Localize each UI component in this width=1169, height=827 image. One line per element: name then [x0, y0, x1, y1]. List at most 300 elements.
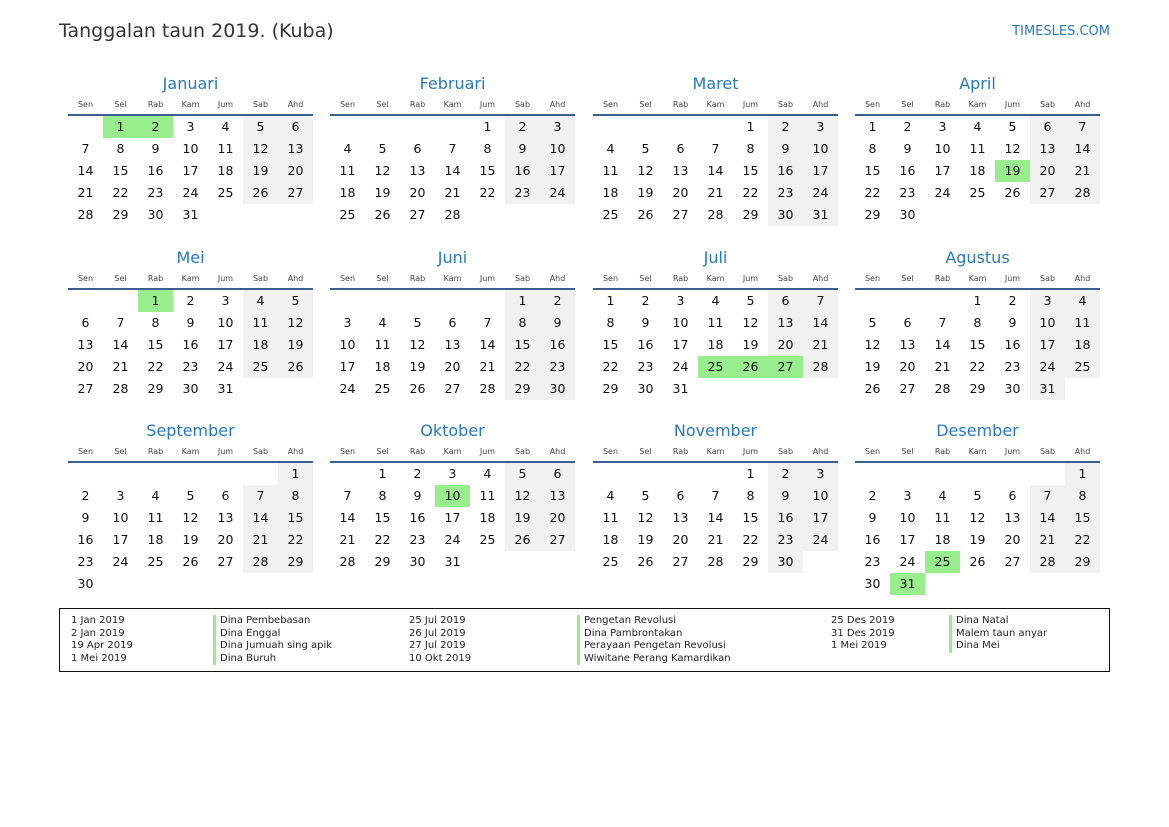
weekday-label: Jum	[1004, 100, 1021, 109]
weekday-label: Jum	[217, 447, 234, 456]
empty-cell	[855, 290, 890, 312]
day-cell: 6	[676, 141, 685, 156]
empty-cell	[925, 573, 960, 595]
day-grid	[330, 290, 575, 400]
weekday-label: Rab	[934, 274, 951, 283]
day-cell: 11	[217, 141, 234, 156]
day-cell: 29	[1065, 551, 1100, 573]
day-cell: 13	[278, 138, 313, 160]
day-cell: 18	[243, 334, 278, 356]
day-cell: 10	[899, 510, 916, 525]
empty-cell	[365, 116, 400, 138]
day-cell: 21	[1030, 529, 1065, 551]
empty-cell	[208, 204, 243, 226]
empty-cell	[890, 463, 925, 485]
day-cell: 25	[374, 381, 391, 396]
day-cell: 27	[672, 554, 689, 569]
weekday-label: Kam	[443, 100, 462, 109]
day-cell: 8	[868, 141, 877, 156]
empty-cell	[925, 463, 960, 485]
day-cell: 5	[973, 488, 982, 503]
day-cell: 24	[444, 532, 461, 547]
empty-cell	[698, 463, 733, 485]
legend-dates-3	[831, 615, 895, 653]
day-cell: 26	[864, 381, 881, 396]
empty-cell	[365, 290, 400, 312]
weekday-label: Sel	[114, 447, 127, 456]
empty-cell	[435, 116, 470, 138]
day-cell: 21	[479, 359, 496, 374]
day-cell: 3	[116, 488, 125, 503]
weekday-label: Rab	[409, 274, 426, 283]
day-cell: 18	[707, 337, 724, 352]
day-cell: 11	[969, 141, 986, 156]
day-cell: 22	[602, 359, 619, 374]
day-cell: 6	[676, 488, 685, 503]
day-cell: 24	[182, 185, 199, 200]
day-cell: 28	[934, 381, 951, 396]
day-cell: 29	[112, 207, 129, 222]
empty-cell	[925, 204, 960, 226]
weekday-label: Sab	[1039, 447, 1056, 456]
day-cell: 15	[742, 510, 759, 525]
day-cell: 12	[1004, 141, 1021, 156]
day-cell: 7	[116, 315, 125, 330]
day-cell: 25	[217, 185, 234, 200]
weekday-label: Sen	[602, 274, 619, 283]
day-cell: 5	[641, 141, 650, 156]
day-cell: 17	[803, 160, 838, 182]
empty-cell	[593, 116, 628, 138]
day-cell: 31	[217, 381, 234, 396]
day-cell: 20	[77, 359, 94, 374]
day-cell: 20	[409, 185, 426, 200]
day-cell: 29	[742, 554, 759, 569]
day-cell: 7	[243, 485, 278, 507]
day-cell: 1	[378, 466, 387, 481]
day-cell: 1	[138, 290, 173, 312]
empty-cell	[103, 290, 138, 312]
weekday-label: Sel	[901, 100, 914, 109]
day-cell: 17	[934, 163, 951, 178]
day-cell: 10	[339, 337, 356, 352]
day-cell: 5	[1008, 119, 1017, 134]
day-cell: 14	[1065, 138, 1100, 160]
day-cell: 22	[505, 356, 540, 378]
weekday-label: Kam	[706, 447, 725, 456]
day-cell: 11	[243, 312, 278, 334]
day-cell: 15	[278, 507, 313, 529]
weekday-label: Sab	[1039, 100, 1056, 109]
day-cell: 12	[374, 163, 391, 178]
day-cell: 19	[409, 359, 426, 374]
day-cell: 29	[742, 207, 759, 222]
weekday-label: Kam	[443, 274, 462, 283]
weekday-label: Sel	[114, 274, 127, 283]
legend-name: Dina Pambrontakan	[584, 627, 683, 639]
weekday-label: Sen	[77, 100, 94, 109]
month-7	[593, 246, 838, 400]
empty-cell	[138, 573, 173, 595]
day-cell: 16	[77, 532, 94, 547]
day-cell: 6	[1008, 488, 1017, 503]
day-cell: 9	[413, 488, 422, 503]
day-cell: 15	[112, 163, 129, 178]
empty-cell	[733, 378, 768, 400]
day-cell: 6	[278, 116, 313, 138]
day-cell: 21	[707, 185, 724, 200]
day-cell: 31	[803, 204, 838, 226]
day-cell: 15	[1065, 507, 1100, 529]
day-cell: 1	[973, 293, 982, 308]
day-cell: 4	[973, 119, 982, 134]
weekday-label: Sab	[252, 100, 269, 109]
day-cell: 16	[505, 160, 540, 182]
day-cell: 8	[278, 485, 313, 507]
weekday-header	[68, 96, 313, 116]
weekday-label: Jum	[479, 447, 496, 456]
day-cell: 13	[77, 337, 94, 352]
day-cell: 11	[934, 510, 951, 525]
day-cell: 4	[378, 315, 387, 330]
legend-name: Pengetan Revolusi	[584, 615, 677, 626]
day-cell: 31	[672, 381, 689, 396]
weekday-label: Sel	[376, 447, 389, 456]
weekday-label: Jum	[742, 447, 759, 456]
day-cell: 4	[606, 141, 615, 156]
legend-date: 31 Des 2019	[831, 627, 895, 639]
weekday-label: Ahd	[1074, 447, 1091, 456]
day-cell: 20	[672, 532, 689, 547]
month-8	[855, 246, 1100, 400]
day-cell: 14	[479, 337, 496, 352]
weekday-label: Jum	[1004, 274, 1021, 283]
empty-cell	[1065, 204, 1100, 226]
day-cell: 18	[1065, 334, 1100, 356]
day-cell: 2	[1008, 293, 1017, 308]
day-cell: 29	[602, 381, 619, 396]
day-cell: 3	[903, 488, 912, 503]
day-cell: 25	[969, 185, 986, 200]
day-cell: 23	[1004, 359, 1021, 374]
empty-cell	[278, 204, 313, 226]
day-cell: 15	[969, 337, 986, 352]
empty-cell	[995, 463, 1030, 485]
weekday-label: Kam	[968, 274, 987, 283]
day-cell: 9	[768, 138, 803, 160]
day-cell: 10	[435, 485, 470, 507]
day-cell: 30	[768, 551, 803, 573]
day-cell: 28	[444, 207, 461, 222]
day-cell: 24	[217, 359, 234, 374]
weekday-label: Jum	[479, 100, 496, 109]
day-cell: 4	[938, 488, 947, 503]
weekday-label: Sel	[639, 100, 652, 109]
day-cell: 12	[637, 163, 654, 178]
empty-cell	[663, 463, 698, 485]
weekday-header	[855, 96, 1100, 116]
empty-cell	[1030, 573, 1065, 595]
legend-name: Dina Enggal	[220, 627, 281, 639]
day-cell: 5	[278, 290, 313, 312]
empty-cell	[208, 463, 243, 485]
day-cell: 2	[641, 293, 650, 308]
day-cell: 30	[899, 207, 916, 222]
day-cell: 3	[186, 119, 195, 134]
empty-cell	[435, 290, 470, 312]
empty-cell	[243, 463, 278, 485]
day-cell: 4	[483, 466, 492, 481]
day-cell: 23	[768, 182, 803, 204]
empty-cell	[855, 463, 890, 485]
day-cell: 26	[637, 554, 654, 569]
day-cell: 11	[339, 163, 356, 178]
day-cell: 27	[444, 381, 461, 396]
day-cell: 17	[672, 337, 689, 352]
legend-date: 25 Des 2019	[831, 615, 895, 626]
day-cell: 6	[768, 290, 803, 312]
month-6	[330, 246, 575, 400]
day-cell: 10	[934, 141, 951, 156]
empty-cell	[400, 290, 435, 312]
legend-name: Wiwitane Perang Kamardikan	[584, 652, 731, 664]
day-cell: 16	[768, 160, 803, 182]
day-cell: 3	[676, 293, 685, 308]
day-cell: 2	[768, 463, 803, 485]
weekday-label: Sab	[777, 100, 794, 109]
day-cell: 8	[505, 312, 540, 334]
day-cell: 26	[1004, 185, 1021, 200]
day-cell: 8	[151, 315, 160, 330]
day-grid	[855, 116, 1100, 226]
day-cell: 21	[707, 532, 724, 547]
day-grid	[593, 116, 838, 226]
empty-cell	[330, 463, 365, 485]
empty-cell	[803, 551, 838, 573]
weekday-label: Sab	[777, 274, 794, 283]
day-cell: 3	[1030, 290, 1065, 312]
day-cell: 23	[409, 532, 426, 547]
day-cell: 22	[112, 185, 129, 200]
legend-marker	[949, 615, 952, 653]
empty-cell	[173, 463, 208, 485]
day-cell: 7	[711, 488, 720, 503]
weekday-header	[330, 96, 575, 116]
day-cell: 3	[938, 119, 947, 134]
empty-cell	[925, 290, 960, 312]
day-cell: 28	[479, 381, 496, 396]
day-cell: 16	[899, 163, 916, 178]
weekday-label: Sen	[602, 100, 619, 109]
day-cell: 6	[221, 488, 230, 503]
weekday-label: Sel	[114, 100, 127, 109]
weekday-label: Sel	[376, 274, 389, 283]
day-cell: 21	[339, 532, 356, 547]
weekday-label: Kam	[181, 447, 200, 456]
day-cell: 28	[243, 551, 278, 573]
day-cell: 4	[243, 290, 278, 312]
day-cell: 1	[483, 119, 492, 134]
day-cell: 7	[1065, 116, 1100, 138]
month-5	[68, 246, 313, 400]
legend-name: Dina Jumuah sing apik	[220, 640, 333, 652]
weekday-label: Jum	[742, 100, 759, 109]
day-cell: 26	[278, 356, 313, 378]
day-cell: 4	[606, 488, 615, 503]
day-cell: 10	[112, 510, 129, 525]
day-cell: 27	[540, 529, 575, 551]
day-cell: 29	[505, 378, 540, 400]
empty-cell	[505, 204, 540, 226]
month-name: September	[146, 421, 235, 440]
month-name: Juni	[437, 248, 468, 267]
day-cell: 13	[672, 510, 689, 525]
day-cell: 19	[243, 160, 278, 182]
day-cell: 20	[672, 185, 689, 200]
day-cell: 5	[505, 463, 540, 485]
site-link[interactable]: TIMESLES.COM	[1012, 24, 1110, 39]
day-cell: 14	[803, 312, 838, 334]
legend-date: 26 Jul 2019	[409, 627, 466, 639]
day-cell: 15	[147, 337, 164, 352]
month-name: Oktober	[420, 421, 485, 440]
day-cell: 3	[540, 116, 575, 138]
day-cell: 28	[112, 381, 129, 396]
day-cell: 13	[1004, 510, 1021, 525]
day-cell: 23	[768, 529, 803, 551]
empty-cell	[1030, 204, 1065, 226]
empty-cell	[698, 116, 733, 138]
day-cell: 25	[243, 356, 278, 378]
day-grid	[330, 116, 575, 226]
day-cell: 25	[602, 554, 619, 569]
day-cell: 22	[742, 532, 759, 547]
weekday-header	[855, 443, 1100, 463]
day-cell: 20	[444, 359, 461, 374]
weekday-label: Sab	[252, 447, 269, 456]
day-cell: 28	[1065, 182, 1100, 204]
day-cell: 26	[374, 207, 391, 222]
day-cell: 20	[278, 160, 313, 182]
legend-marker	[577, 615, 580, 665]
day-cell: 18	[969, 163, 986, 178]
day-cell: 18	[602, 532, 619, 547]
month-name: Februari	[419, 74, 486, 93]
day-cell: 18	[217, 163, 234, 178]
day-cell: 15	[505, 334, 540, 356]
weekday-label: Sab	[1039, 274, 1056, 283]
day-cell: 24	[803, 182, 838, 204]
empty-cell	[103, 463, 138, 485]
empty-cell	[470, 204, 505, 226]
day-cell: 28	[707, 207, 724, 222]
weekday-label: Kam	[968, 447, 987, 456]
day-cell: 27	[768, 356, 803, 378]
empty-cell	[330, 116, 365, 138]
empty-cell	[208, 573, 243, 595]
empty-cell	[243, 573, 278, 595]
legend-name: Dina Pembebasan	[220, 615, 311, 626]
empty-cell	[1065, 573, 1100, 595]
day-cell: 14	[707, 510, 724, 525]
day-cell: 25	[479, 532, 496, 547]
day-cell: 8	[746, 141, 755, 156]
day-grid	[68, 290, 313, 400]
day-cell: 24	[672, 359, 689, 374]
day-cell: 2	[413, 466, 422, 481]
weekday-header	[330, 270, 575, 290]
day-cell: 25	[1065, 356, 1100, 378]
day-cell: 20	[1004, 532, 1021, 547]
day-cell: 26	[733, 356, 768, 378]
legend-date: 19 Apr 2019	[71, 640, 133, 652]
month-1	[68, 72, 313, 226]
day-cell: 17	[182, 163, 199, 178]
empty-cell	[995, 204, 1030, 226]
day-cell: 12	[182, 510, 199, 525]
weekday-label: Ahd	[287, 274, 304, 283]
day-cell: 9	[186, 315, 195, 330]
weekday-label: Jum	[479, 274, 496, 283]
day-cell: 6	[903, 315, 912, 330]
day-cell: 21	[934, 359, 951, 374]
weekday-header	[330, 443, 575, 463]
empty-cell	[960, 463, 995, 485]
day-cell: 15	[479, 163, 496, 178]
day-cell: 10	[540, 138, 575, 160]
day-cell: 3	[343, 315, 352, 330]
weekday-label: Sel	[639, 274, 652, 283]
day-cell: 5	[378, 141, 387, 156]
weekday-label: Jum	[217, 274, 234, 283]
legend-dates-1	[71, 615, 133, 665]
day-cell: 6	[413, 141, 422, 156]
empty-cell	[470, 551, 505, 573]
day-cell: 23	[505, 182, 540, 204]
empty-cell	[243, 378, 278, 400]
day-cell: 5	[413, 315, 422, 330]
day-cell: 30	[182, 381, 199, 396]
legend-name: Dina Buruh	[220, 652, 277, 664]
empty-cell	[68, 290, 103, 312]
weekday-label: Ahd	[549, 447, 566, 456]
day-cell: 2	[138, 116, 173, 138]
day-cell: 9	[903, 141, 912, 156]
day-cell: 22	[864, 185, 881, 200]
day-cell: 9	[768, 485, 803, 507]
day-cell: 10	[182, 141, 199, 156]
day-cell: 31	[890, 573, 925, 595]
day-cell: 11	[1065, 312, 1100, 334]
day-cell: 21	[1065, 160, 1100, 182]
day-cell: 5	[641, 488, 650, 503]
day-cell: 6	[1030, 116, 1065, 138]
empty-cell	[173, 573, 208, 595]
day-cell: 13	[540, 485, 575, 507]
weekday-label: Ahd	[287, 447, 304, 456]
legend-names-2	[584, 615, 731, 665]
day-cell: 9	[505, 138, 540, 160]
day-cell: 6	[448, 315, 457, 330]
legend-name: Malem taun anyar	[956, 627, 1048, 639]
month-name: Agustus	[945, 248, 1010, 267]
empty-cell	[698, 378, 733, 400]
holiday-legend	[59, 608, 1110, 672]
day-cell: 15	[602, 337, 619, 352]
day-cell: 2	[903, 119, 912, 134]
day-cell: 12	[742, 315, 759, 330]
day-cell: 18	[934, 532, 951, 547]
